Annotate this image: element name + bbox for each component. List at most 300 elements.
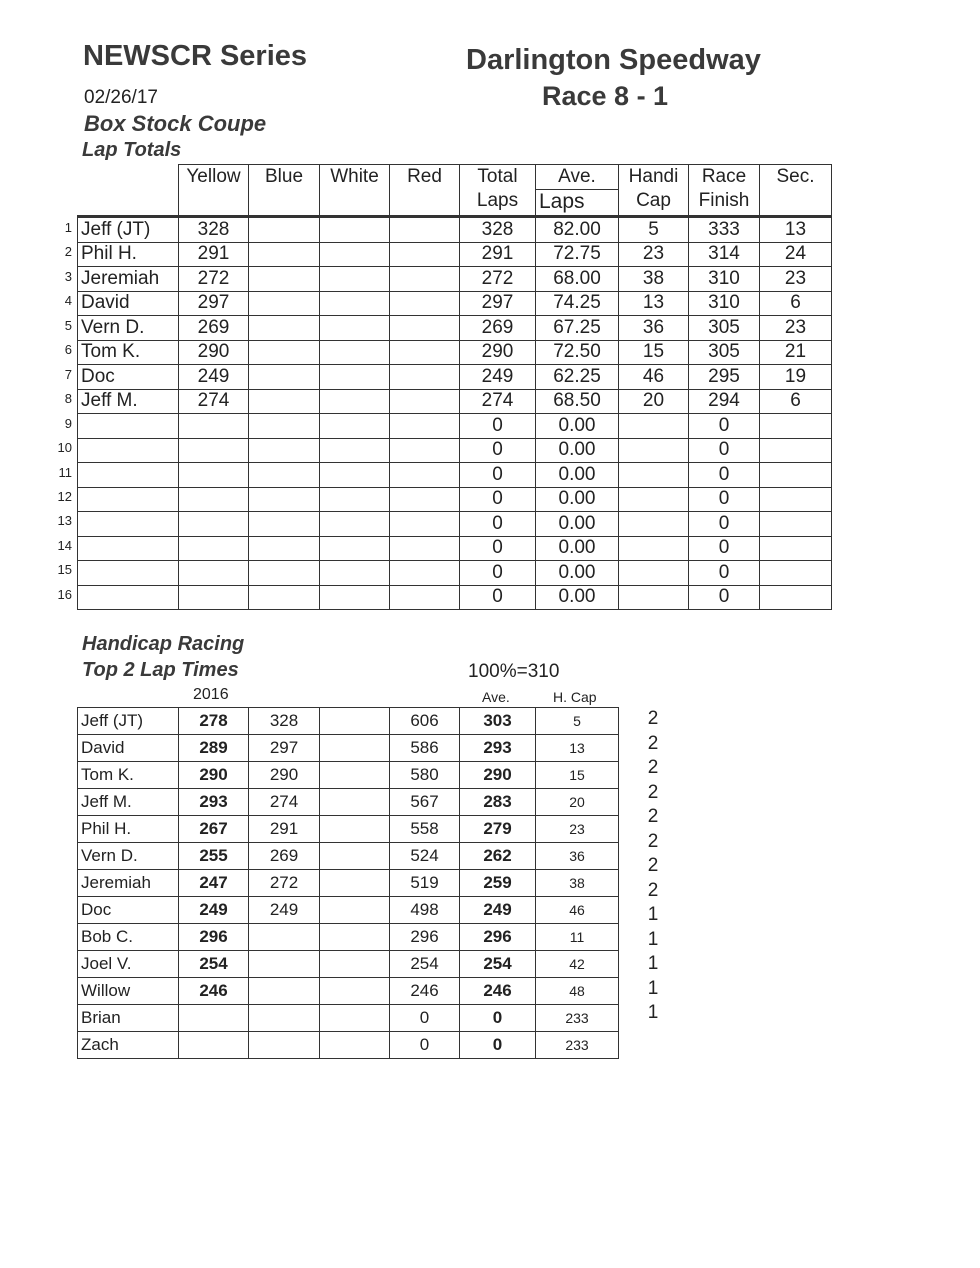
handicap-cell-hcap: 23 <box>536 816 619 843</box>
handicap-cell-ave: 283 <box>460 789 536 816</box>
row-number: 9 <box>64 415 72 431</box>
lap-table-header <box>78 165 832 217</box>
row-number: 11 <box>58 464 72 480</box>
handicap-row <box>78 708 619 735</box>
handicap-cell-name: Phil H. <box>78 816 179 843</box>
lap-cell-red <box>390 291 460 316</box>
handicap-cell-hcap: 5 <box>536 708 619 735</box>
header-handicap <box>619 165 689 217</box>
lap-cell-total: 0 <box>460 512 536 537</box>
row-number: 13 <box>57 513 72 529</box>
handicap-cell-hcap: 36 <box>536 843 619 870</box>
header-ave-laps <box>536 165 619 217</box>
handicap-cell-name: Tom K. <box>78 762 179 789</box>
handicap-cell-lap2: 272 <box>249 870 320 897</box>
lap-cell-white <box>320 340 390 365</box>
row-number: 2 <box>64 244 72 260</box>
lap-cell-white <box>320 242 390 267</box>
lap-cell-handicap <box>619 561 689 586</box>
lap-cell-ave: 0.00 <box>536 561 619 586</box>
lap-cell-finish: 333 <box>689 217 760 243</box>
row-number: 1 <box>64 220 72 235</box>
lap-cell-white <box>320 463 390 488</box>
handicap-cell-blank <box>320 978 390 1005</box>
handicap-cell-ave: 0 <box>460 1005 536 1032</box>
handicap-cell-y2016: 293 <box>179 789 249 816</box>
lap-cell-yellow <box>179 512 249 537</box>
lap-cell-blue <box>249 487 320 512</box>
handicap-row <box>78 1005 619 1032</box>
lap-cell-white <box>320 316 390 341</box>
lap-cell-finish: 0 <box>689 585 760 610</box>
lap-cell-finish: 0 <box>689 487 760 512</box>
lap-cell-red <box>390 217 460 243</box>
handicap-cell-hcap: 13 <box>536 735 619 762</box>
lap-cell-finish: 0 <box>689 414 760 439</box>
lap-cell-yellow <box>179 561 249 586</box>
lap-cell-sec: 23 <box>760 267 832 292</box>
header-race-line1: Race <box>701 166 747 187</box>
row-number: 8 <box>64 391 72 407</box>
lap-cell-blue <box>249 438 320 463</box>
handicap-cell-lap2: 249 <box>249 897 320 924</box>
lap-count: 1 <box>647 953 659 974</box>
header-total-laps <box>460 165 536 217</box>
lap-cell-sec: 21 <box>760 340 832 365</box>
row-number: 7 <box>64 366 72 382</box>
handicap-cell-ave: 0 <box>460 1032 536 1059</box>
lap-cell-ave: 0.00 <box>536 414 619 439</box>
lap-cell-total: 328 <box>460 217 536 243</box>
lap-cell-total: 297 <box>460 291 536 316</box>
lap-cell-handicap: 38 <box>619 267 689 292</box>
lap-cell-white <box>320 389 390 414</box>
lap-cell-name: Jeff M. <box>78 389 179 414</box>
handicap-cell-blank <box>320 843 390 870</box>
header-race-line2: Finish <box>698 190 750 211</box>
handicap-cell-ave: 279 <box>460 816 536 843</box>
header-ave-line1: Ave. <box>536 165 618 190</box>
lap-cell-sec <box>760 512 832 537</box>
lap-row <box>78 561 832 586</box>
handicap-cell-y2016: 254 <box>179 951 249 978</box>
lap-cell-handicap: 15 <box>619 340 689 365</box>
lap-cell-total: 0 <box>460 536 536 561</box>
lap-row <box>78 291 832 316</box>
lap-cell-blue <box>249 512 320 537</box>
col-hcap-label: H. Cap <box>553 689 597 705</box>
header-yellow: Yellow <box>179 165 249 217</box>
lap-cell-white <box>320 217 390 243</box>
lap-cell-yellow: 328 <box>179 217 249 243</box>
lap-cell-ave: 0.00 <box>536 487 619 512</box>
handicap-cell-blank <box>320 762 390 789</box>
lap-cell-blue <box>249 414 320 439</box>
lap-cell-ave: 0.00 <box>536 512 619 537</box>
lap-cell-finish: 0 <box>689 463 760 488</box>
lap-cell-name: David <box>78 291 179 316</box>
handicap-cell-blank <box>320 789 390 816</box>
handicap-cell-sum: 519 <box>390 870 460 897</box>
lap-cell-handicap: 36 <box>619 316 689 341</box>
header-blue: Blue <box>249 165 320 217</box>
lap-cell-ave: 72.50 <box>536 340 619 365</box>
lap-cell-handicap: 20 <box>619 389 689 414</box>
lap-cell-total: 249 <box>460 365 536 390</box>
lap-cell-yellow <box>179 438 249 463</box>
lap-cell-blue <box>249 291 320 316</box>
lap-cell-yellow <box>179 585 249 610</box>
lap-row <box>78 217 832 243</box>
lap-count: 1 <box>647 904 659 925</box>
header-total-line1: Total <box>477 166 518 187</box>
lap-cell-handicap: 5 <box>619 217 689 243</box>
lap-cell-white <box>320 414 390 439</box>
handicap-cell-name: Zach <box>78 1032 179 1059</box>
class-title: Box Stock Coupe <box>84 111 267 136</box>
lap-cell-red <box>390 536 460 561</box>
handicap-row <box>78 924 619 951</box>
lap-totals-table <box>77 164 832 610</box>
handicap-cell-sum: 498 <box>390 897 460 924</box>
handicap-cell-name: Joel V. <box>78 951 179 978</box>
handicap-cell-name: Willow <box>78 978 179 1005</box>
handicap-cell-y2016: 278 <box>179 708 249 735</box>
lap-cell-white <box>320 365 390 390</box>
col-2016-label: 2016 <box>193 686 229 703</box>
lap-row <box>78 414 832 439</box>
handicap-cell-ave: 290 <box>460 762 536 789</box>
handicap-cell-y2016: 289 <box>179 735 249 762</box>
lap-cell-blue <box>249 365 320 390</box>
lap-cell-red <box>390 267 460 292</box>
lap-count: 2 <box>647 806 659 827</box>
handicap-cell-y2016 <box>179 1005 249 1032</box>
handicap-cell-name: Jeff M. <box>78 789 179 816</box>
handicap-row <box>78 816 619 843</box>
lap-cell-ave: 72.75 <box>536 242 619 267</box>
lap-count: 2 <box>647 757 659 778</box>
handicap-cell-blank <box>320 735 390 762</box>
handicap-cell-sum: 254 <box>390 951 460 978</box>
lap-cell-handicap: 23 <box>619 242 689 267</box>
handicap-cell-lap2 <box>249 951 320 978</box>
handicap-cell-sum: 606 <box>390 708 460 735</box>
lap-cell-handicap: 13 <box>619 291 689 316</box>
handicap-cell-sum: 246 <box>390 978 460 1005</box>
lap-cell-yellow: 269 <box>179 316 249 341</box>
lap-cell-finish: 294 <box>689 389 760 414</box>
handicap-racing-title: Handicap Racing <box>82 633 245 655</box>
handicap-cell-y2016: 290 <box>179 762 249 789</box>
lap-cell-yellow: 297 <box>179 291 249 316</box>
lap-cell-name: Doc <box>78 365 179 390</box>
lap-cell-yellow: 290 <box>179 340 249 365</box>
lap-cell-sec <box>760 414 832 439</box>
lap-row <box>78 340 832 365</box>
lap-cell-red <box>390 463 460 488</box>
lap-cell-sec <box>760 487 832 512</box>
handicap-cell-ave: 246 <box>460 978 536 1005</box>
lap-cell-blue <box>249 561 320 586</box>
handicap-cell-y2016: 249 <box>179 897 249 924</box>
handicap-cell-name: Bob C. <box>78 924 179 951</box>
lap-cell-name <box>78 414 179 439</box>
lap-row <box>78 536 832 561</box>
lap-cell-sec: 24 <box>760 242 832 267</box>
lap-row <box>78 365 832 390</box>
lap-cell-sec <box>760 561 832 586</box>
lap-cell-name <box>78 487 179 512</box>
lap-cell-ave: 74.25 <box>536 291 619 316</box>
lap-cell-name <box>78 561 179 586</box>
lap-cell-white <box>320 536 390 561</box>
lap-cell-red <box>390 438 460 463</box>
lap-cell-name: Phil H. <box>78 242 179 267</box>
handicap-cell-lap2: 290 <box>249 762 320 789</box>
handicap-cell-name: Jeff (JT) <box>78 708 179 735</box>
handicap-cell-ave: 303 <box>460 708 536 735</box>
lap-row <box>78 242 832 267</box>
handicap-cell-sum: 586 <box>390 735 460 762</box>
handicap-cell-name: Brian <box>78 1005 179 1032</box>
lap-cell-handicap <box>619 512 689 537</box>
handicap-cell-ave: 254 <box>460 951 536 978</box>
lap-cell-blue <box>249 242 320 267</box>
handicap-row <box>78 843 619 870</box>
handicap-cell-name: Jeremiah <box>78 870 179 897</box>
col-ave-label: Ave. <box>482 689 510 705</box>
lap-cell-total: 291 <box>460 242 536 267</box>
lap-row <box>78 585 832 610</box>
lap-cell-name: Jeremiah <box>78 267 179 292</box>
lap-cell-red <box>390 242 460 267</box>
lap-cell-handicap <box>619 414 689 439</box>
series-title: NEWSCR Series <box>83 40 308 72</box>
handicap-cell-lap2 <box>249 1032 320 1059</box>
lap-cell-finish: 0 <box>689 536 760 561</box>
handicap-cell-sum: 296 <box>390 924 460 951</box>
lap-cell-finish: 310 <box>689 267 760 292</box>
lap-cell-yellow <box>179 487 249 512</box>
lap-cell-red <box>390 512 460 537</box>
lap-cell-blue <box>249 585 320 610</box>
handicap-row <box>78 978 619 1005</box>
header-ave-line2: Laps <box>539 190 585 213</box>
handicap-cell-blank <box>320 816 390 843</box>
handicap-cell-blank <box>320 870 390 897</box>
lap-cell-total: 290 <box>460 340 536 365</box>
handicap-cell-lap2 <box>249 1005 320 1032</box>
lap-cell-yellow: 274 <box>179 389 249 414</box>
handicap-cell-ave: 296 <box>460 924 536 951</box>
row-number: 10 <box>57 440 72 456</box>
handicap-cell-hcap: 15 <box>536 762 619 789</box>
lap-cell-red <box>390 365 460 390</box>
lap-cell-red <box>390 389 460 414</box>
lap-cell-name <box>78 536 179 561</box>
lap-cell-yellow: 249 <box>179 365 249 390</box>
lap-count: 1 <box>647 1002 659 1023</box>
lap-row <box>78 512 832 537</box>
handicap-cell-lap2: 291 <box>249 816 320 843</box>
lap-cell-yellow <box>179 414 249 439</box>
lap-row <box>78 267 832 292</box>
lap-cell-yellow: 291 <box>179 242 249 267</box>
lap-cell-total: 0 <box>460 463 536 488</box>
lap-cell-red <box>390 487 460 512</box>
lap-cell-ave: 62.25 <box>536 365 619 390</box>
lap-cell-yellow: 272 <box>179 267 249 292</box>
percent-label: 100%=310 <box>468 661 560 682</box>
handicap-cell-hcap: 46 <box>536 897 619 924</box>
header-red: Red <box>390 165 460 217</box>
handicap-cell-lap2 <box>249 978 320 1005</box>
handicap-cell-hcap: 11 <box>536 924 619 951</box>
handicap-table <box>77 707 619 1059</box>
handicap-row <box>78 870 619 897</box>
lap-count: 1 <box>647 928 659 950</box>
lap-cell-handicap <box>619 536 689 561</box>
lap-cell-red <box>390 585 460 610</box>
handicap-cell-lap2 <box>249 924 320 951</box>
header-handicap-line2: Cap <box>636 190 671 211</box>
handicap-row <box>78 789 619 816</box>
lap-row <box>78 438 832 463</box>
lap-row <box>78 487 832 512</box>
handicap-row <box>78 951 619 978</box>
handicap-cell-blank <box>320 1005 390 1032</box>
handicap-cell-sum: 524 <box>390 843 460 870</box>
lap-cell-handicap: 46 <box>619 365 689 390</box>
lap-cell-ave: 68.50 <box>536 389 619 414</box>
lap-cell-name <box>78 512 179 537</box>
handicap-cell-sum: 558 <box>390 816 460 843</box>
lap-cell-total: 272 <box>460 267 536 292</box>
lap-cell-finish: 295 <box>689 365 760 390</box>
lap-cell-ave: 68.00 <box>536 267 619 292</box>
lap-count: 2 <box>647 855 659 876</box>
row-number: 15 <box>57 562 72 578</box>
lap-totals-label: Lap Totals <box>82 139 182 161</box>
handicap-cell-ave: 293 <box>460 735 536 762</box>
handicap-cell-hcap: 233 <box>536 1032 619 1059</box>
lap-cell-name <box>78 438 179 463</box>
handicap-cell-y2016: 247 <box>179 870 249 897</box>
lap-cell-white <box>320 512 390 537</box>
handicap-cell-blank <box>320 951 390 978</box>
handicap-cell-sum: 567 <box>390 789 460 816</box>
lap-cell-sec <box>760 585 832 610</box>
lap-cell-sec <box>760 536 832 561</box>
lap-cell-total: 274 <box>460 389 536 414</box>
handicap-cell-name: Vern D. <box>78 843 179 870</box>
handicap-cell-lap2: 274 <box>249 789 320 816</box>
lap-cell-finish: 0 <box>689 438 760 463</box>
handicap-cell-y2016: 246 <box>179 978 249 1005</box>
lap-cell-handicap <box>619 438 689 463</box>
top2-lap-times-title: Top 2 Lap Times <box>82 659 239 681</box>
lap-cell-white <box>320 438 390 463</box>
row-number: 3 <box>64 268 72 284</box>
track-title: Darlington Speedway <box>466 44 761 76</box>
handicap-cell-lap2: 328 <box>249 708 320 735</box>
lap-cell-total: 0 <box>460 561 536 586</box>
lap-cell-finish: 314 <box>689 242 760 267</box>
lap-cell-finish: 310 <box>689 291 760 316</box>
lap-row <box>78 389 832 414</box>
handicap-cell-hcap: 38 <box>536 870 619 897</box>
lap-cell-total: 0 <box>460 585 536 610</box>
handicap-row <box>78 1032 619 1059</box>
lap-cell-name: Tom K. <box>78 340 179 365</box>
row-number: 6 <box>64 342 72 358</box>
handicap-cell-blank <box>320 708 390 735</box>
handicap-cell-lap2: 297 <box>249 735 320 762</box>
lap-cell-total: 269 <box>460 316 536 341</box>
handicap-cell-blank <box>320 924 390 951</box>
lap-cell-name <box>78 463 179 488</box>
handicap-cell-hcap: 48 <box>536 978 619 1005</box>
lap-cell-blue <box>249 389 320 414</box>
lap-cell-handicap <box>619 585 689 610</box>
handicap-cell-sum: 0 <box>390 1032 460 1059</box>
lap-cell-ave: 0.00 <box>536 585 619 610</box>
handicap-cell-y2016: 255 <box>179 843 249 870</box>
lap-cell-ave: 0.00 <box>536 536 619 561</box>
lap-count: 1 <box>647 977 659 999</box>
handicap-cell-sum: 580 <box>390 762 460 789</box>
handicap-cell-ave: 249 <box>460 897 536 924</box>
handicap-cell-hcap: 233 <box>536 1005 619 1032</box>
lap-row <box>78 463 832 488</box>
lap-cell-red <box>390 561 460 586</box>
lap-cell-name: Jeff (JT) <box>78 217 179 243</box>
lap-cell-sec: 6 <box>760 291 832 316</box>
handicap-row <box>78 735 619 762</box>
lap-cell-finish: 0 <box>689 512 760 537</box>
handicap-cell-y2016: 267 <box>179 816 249 843</box>
lap-cell-blue <box>249 267 320 292</box>
lap-cell-blue <box>249 536 320 561</box>
handicap-cell-blank <box>320 897 390 924</box>
handicap-cell-hcap: 42 <box>536 951 619 978</box>
lap-cell-blue <box>249 340 320 365</box>
row-number: 16 <box>57 586 72 602</box>
row-number: 4 <box>64 293 72 309</box>
lap-cell-finish: 305 <box>689 316 760 341</box>
lap-cell-ave: 67.25 <box>536 316 619 341</box>
lap-cell-white <box>320 585 390 610</box>
row-number: 14 <box>57 537 72 553</box>
lap-cell-total: 0 <box>460 414 536 439</box>
row-number: 5 <box>64 317 72 333</box>
lap-cell-white <box>320 267 390 292</box>
handicap-cell-y2016 <box>179 1032 249 1059</box>
lap-count: 2 <box>647 781 659 803</box>
header-handicap-line1: Handi <box>628 166 679 187</box>
handicap-row <box>78 762 619 789</box>
lap-cell-name: Vern D. <box>78 316 179 341</box>
lap-cell-finish: 0 <box>689 561 760 586</box>
lap-cell-blue <box>249 217 320 243</box>
lap-count: 2 <box>647 879 659 901</box>
lap-cell-blue <box>249 316 320 341</box>
lap-count: 2 <box>647 830 659 852</box>
lap-cell-red <box>390 414 460 439</box>
header-sec: Sec. <box>760 165 832 217</box>
handicap-row <box>78 897 619 924</box>
